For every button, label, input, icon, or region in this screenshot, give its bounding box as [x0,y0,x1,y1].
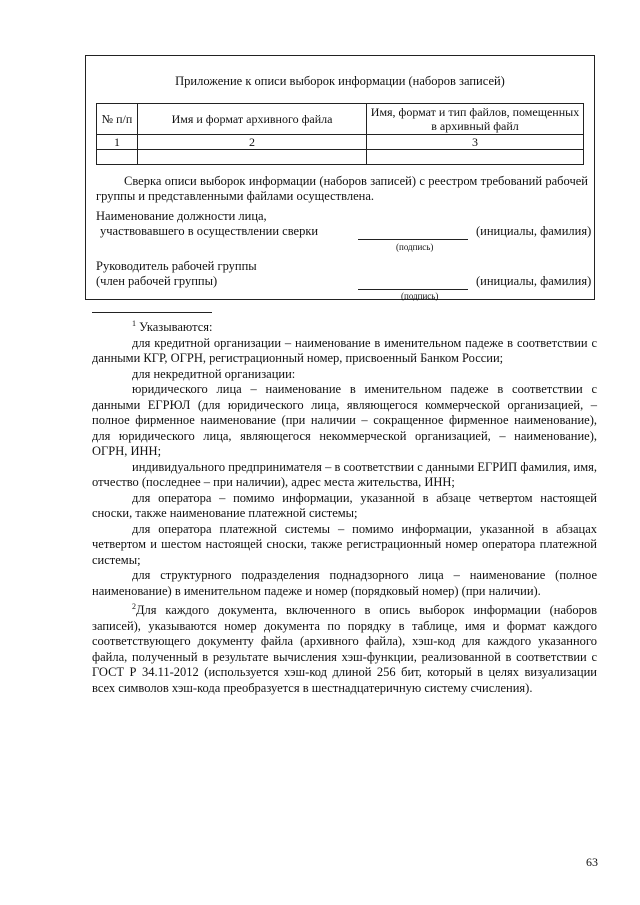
signature-caption: (подпись) [396,242,434,252]
verification-text: Сверка описи выборок информации (наборов записей) с реестром требований рабочей группы и представленными файлами осуществлена. [96,174,588,203]
initials-label: (инициалы, фамилия) [476,224,592,238]
footnote-item: для структурного подразделения поднадзорного лица – наименование (полное наименование) в именительном падеже и номер (порядковый номер) (при наличии). [92,568,597,598]
table-header-archive: Имя и формат архивного файла [138,104,367,135]
appendix-frame [85,55,595,300]
footnote-item: для оператора – помимо информации, указанной в абзаце четвертом настоящей сноски, также наименование платежной системы; [92,490,597,521]
signature-caption: (подпись) [401,291,439,301]
signature-label: Наименование должности лица, участвовавшего в осуществлении сверки [96,209,319,238]
table-header-number: № п/п [97,104,138,135]
signature-block-verifier [96,209,592,252]
signature-label: Руководитель рабочей группы (член рабочей группы) [96,259,257,288]
table-cell [367,150,584,165]
footnote-2: $^2$Для каждого документа, включенного в опись выборок информации (наборов записей), указываются номер документа по порядку в таблице, имя и формат каждого соответствующего документу файла (архивного файла), хэш-код для каждого указанного файла, полученный в результате вычисления хэш-функции, реализованной в соответствии с ГОСТ Р 34.11-2012 (используется хэш-код длиной 256 бит, который в целях визуализации всех символов хэш-кода преобразуется в шестнадцатеричную систему счисления). [92,602,597,695]
appendix-title: Приложение к описи выборок информации (наборов записей) [175,74,505,88]
column-number-cell: 1 [97,135,138,150]
table-cell [97,150,138,165]
page-number: 63 [586,855,598,869]
footnote-item: для оператора платежной системы – помимо информации, указанной в абзацах четвертом и шестом настоящей сноски, также регистрационный номер оператора платежной системы; [92,521,597,567]
signature-line [358,224,468,240]
footnote-item: юридического лица – наименование в именительном падеже в соответствии с данными ЕГРЮЛ (для юридического лица, являющегося коммерческой организацией, – полное фирменное наименование (при наличии – сокращенное фирменное наименование), для юридического лица, являющегося некоммерческой организацией, – наименование), ОГРН, ИНН; [92,382,597,459]
footnote-1-intro: $^1$ Указываются: [132,319,213,335]
signature-block-head [96,259,592,301]
files-table [96,103,584,165]
footnote-item: для кредитной организации – наименование в именительном падеже в соответствии с данными КГР, ОГРН, регистрационный номер, присвоенный Банком России; [92,335,597,366]
column-number-cell: 3 [367,135,584,150]
table-row [97,135,584,150]
table-cell [138,150,367,165]
table-row [97,150,584,165]
table-header-contents: Имя, формат и тип файлов, помещенных в архивный файл [367,104,584,135]
footnotes [92,316,597,696]
footnote-item: индивидуального предпринимателя – в соответствии с данными ЕГРИП фамилия, имя, отчество (последнее – при наличии), адрес места жительства, ИНН; [92,459,597,490]
signature-line [358,274,468,290]
column-number-cell: 2 [138,135,367,150]
footnote-separator [92,312,212,313]
initials-label: (инициалы, фамилия) [476,274,592,288]
footnote-item: для некредитной организации: [132,366,296,381]
